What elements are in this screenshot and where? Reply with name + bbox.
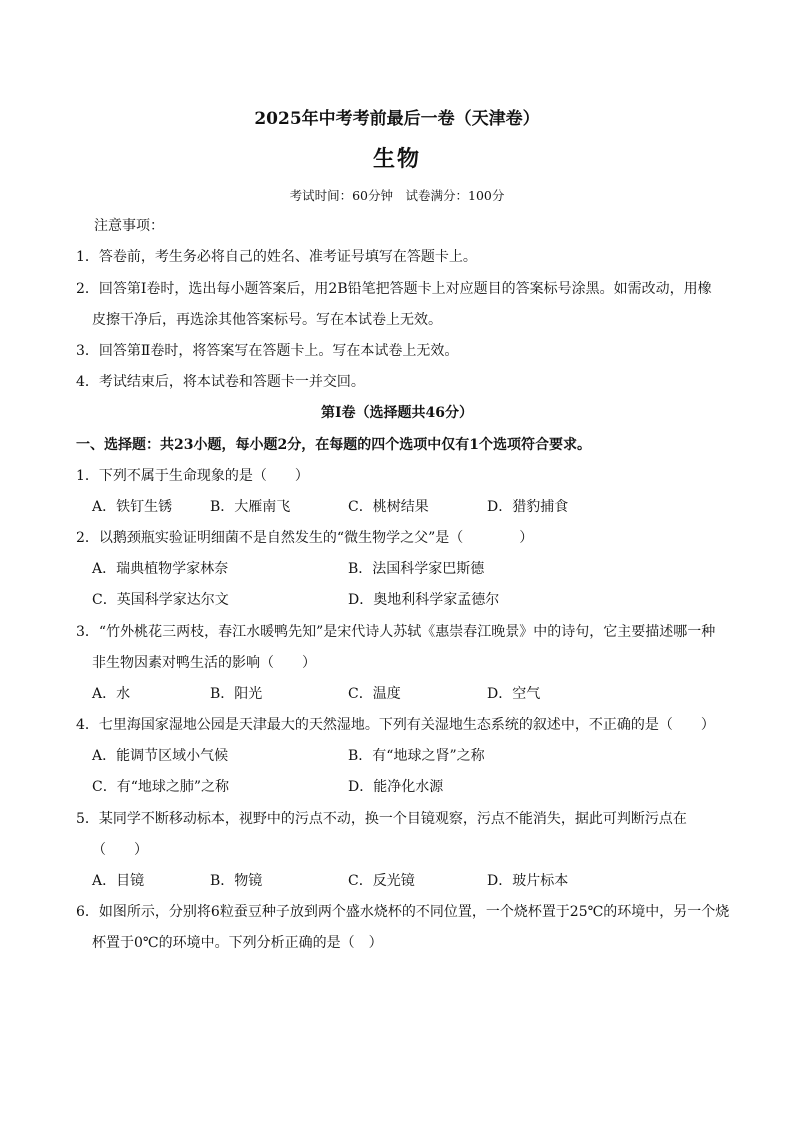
question-5-option-c: C．反光镜 [348, 873, 415, 889]
question-3-stem-cont: 非生物因素对鸭生活的影响（ ） [92, 655, 316, 671]
question-3-option-c: C．温度 [348, 686, 401, 702]
question-1-option-c: C．桃树结果 [348, 499, 429, 515]
note-item-2-cont: 皮擦干净后，再选涂其他答案标号。写在本试卷上无效。 [92, 312, 442, 328]
question-5-option-a: A．目镜 [92, 873, 145, 889]
note-item-4: 4．考试结束后，将本试卷和答题卡一并交回。 [76, 374, 365, 390]
question-4-option-c: C．有“地球之肺”之称 [92, 779, 230, 795]
note-item-1: 1．答卷前，考生务必将自己的姓名、准考证号填写在答题卡上。 [76, 249, 477, 265]
question-3-option-a: A．水 [92, 686, 131, 702]
question-1-stem: 1．下列不属于生命现象的是（ ） [76, 468, 309, 484]
question-3-option-b: B．阳光 [210, 686, 263, 702]
question-4-option-b: B．有“地球之肾”之称 [348, 748, 485, 764]
notes-heading: 注意事项： [94, 218, 164, 234]
question-6-stem: 6．如图所示，分别将6粒蚕豆种子放到两个盛水烧杯的不同位置，一个烧杯置于25℃的环境中，另一个烧 [76, 904, 730, 920]
note-item-3: 3．回答第Ⅱ卷时，将答案写在答题卡上。写在本试卷上无效。 [76, 343, 459, 359]
question-5-stem: 5．某同学不断移动标本，视野中的污点不动，换一个目镜观察，污点不能消失，据此可判断污点在 [76, 811, 687, 827]
question-5-option-d: D．玻片标本 [487, 873, 569, 889]
part1-heading: 第Ⅰ卷（选择题共46分） [320, 405, 474, 421]
subject-title: 生物 [372, 146, 421, 172]
question-3-option-d: D．空气 [487, 686, 541, 702]
question-1-option-b: B．大雁南飞 [210, 499, 291, 515]
question-2-option-d: D．奥地利科学家孟德尔 [348, 592, 500, 608]
question-5-option-b: B．物镜 [210, 873, 263, 889]
question-1-option-d: D．猎豹捕食 [487, 499, 569, 515]
note-item-2: 2．回答第Ⅰ卷时，选出每小题答案后，用2B铅笔把答题卡上对应题目的答案标号涂黑。如需改动，用橡 [76, 281, 712, 297]
question-2-option-b: B．法国科学家巴斯德 [348, 561, 485, 577]
question-3-stem: 3．“竹外桃花三两枝，春江水暖鸭先知”是宋代诗人苏轼《惠崇春江晚景》中的诗句，它主要描述哪一种 [76, 624, 716, 640]
part1-instruction: 一、选择题：共23小题，每小题2分，在每题的四个选项中仅有1个选项符合要求。 [76, 437, 591, 453]
exam-info: 考试时间：60分钟 试卷满分：100分 [289, 188, 505, 203]
question-2-stem: 2．以鹅颈瓶实验证明细菌不是自然发生的“微生物学之父”是（ ） [76, 530, 534, 546]
question-1-option-a: A．铁钉生锈 [92, 499, 173, 515]
question-4-stem: 4．七里海国家湿地公园是天津最大的天然湿地。下列有关湿地生态系统的叙述中，不正确的是（ ） [76, 717, 715, 733]
question-5-stem-cont: （ ） [92, 842, 148, 858]
question-2-option-a: A．瑞典植物学家林奈 [92, 561, 229, 577]
question-4-option-d: D．能净化水源 [348, 779, 444, 795]
question-2-option-c: C．英国科学家达尔文 [92, 592, 229, 608]
question-4-option-a: A．能调节区域小气候 [92, 748, 229, 764]
exam-title: 2025年中考考前最后一卷（天津卷） [254, 109, 540, 129]
question-6-stem-cont: 杯置于0℃的环境中。下列分析正确的是（ ） [92, 935, 383, 951]
